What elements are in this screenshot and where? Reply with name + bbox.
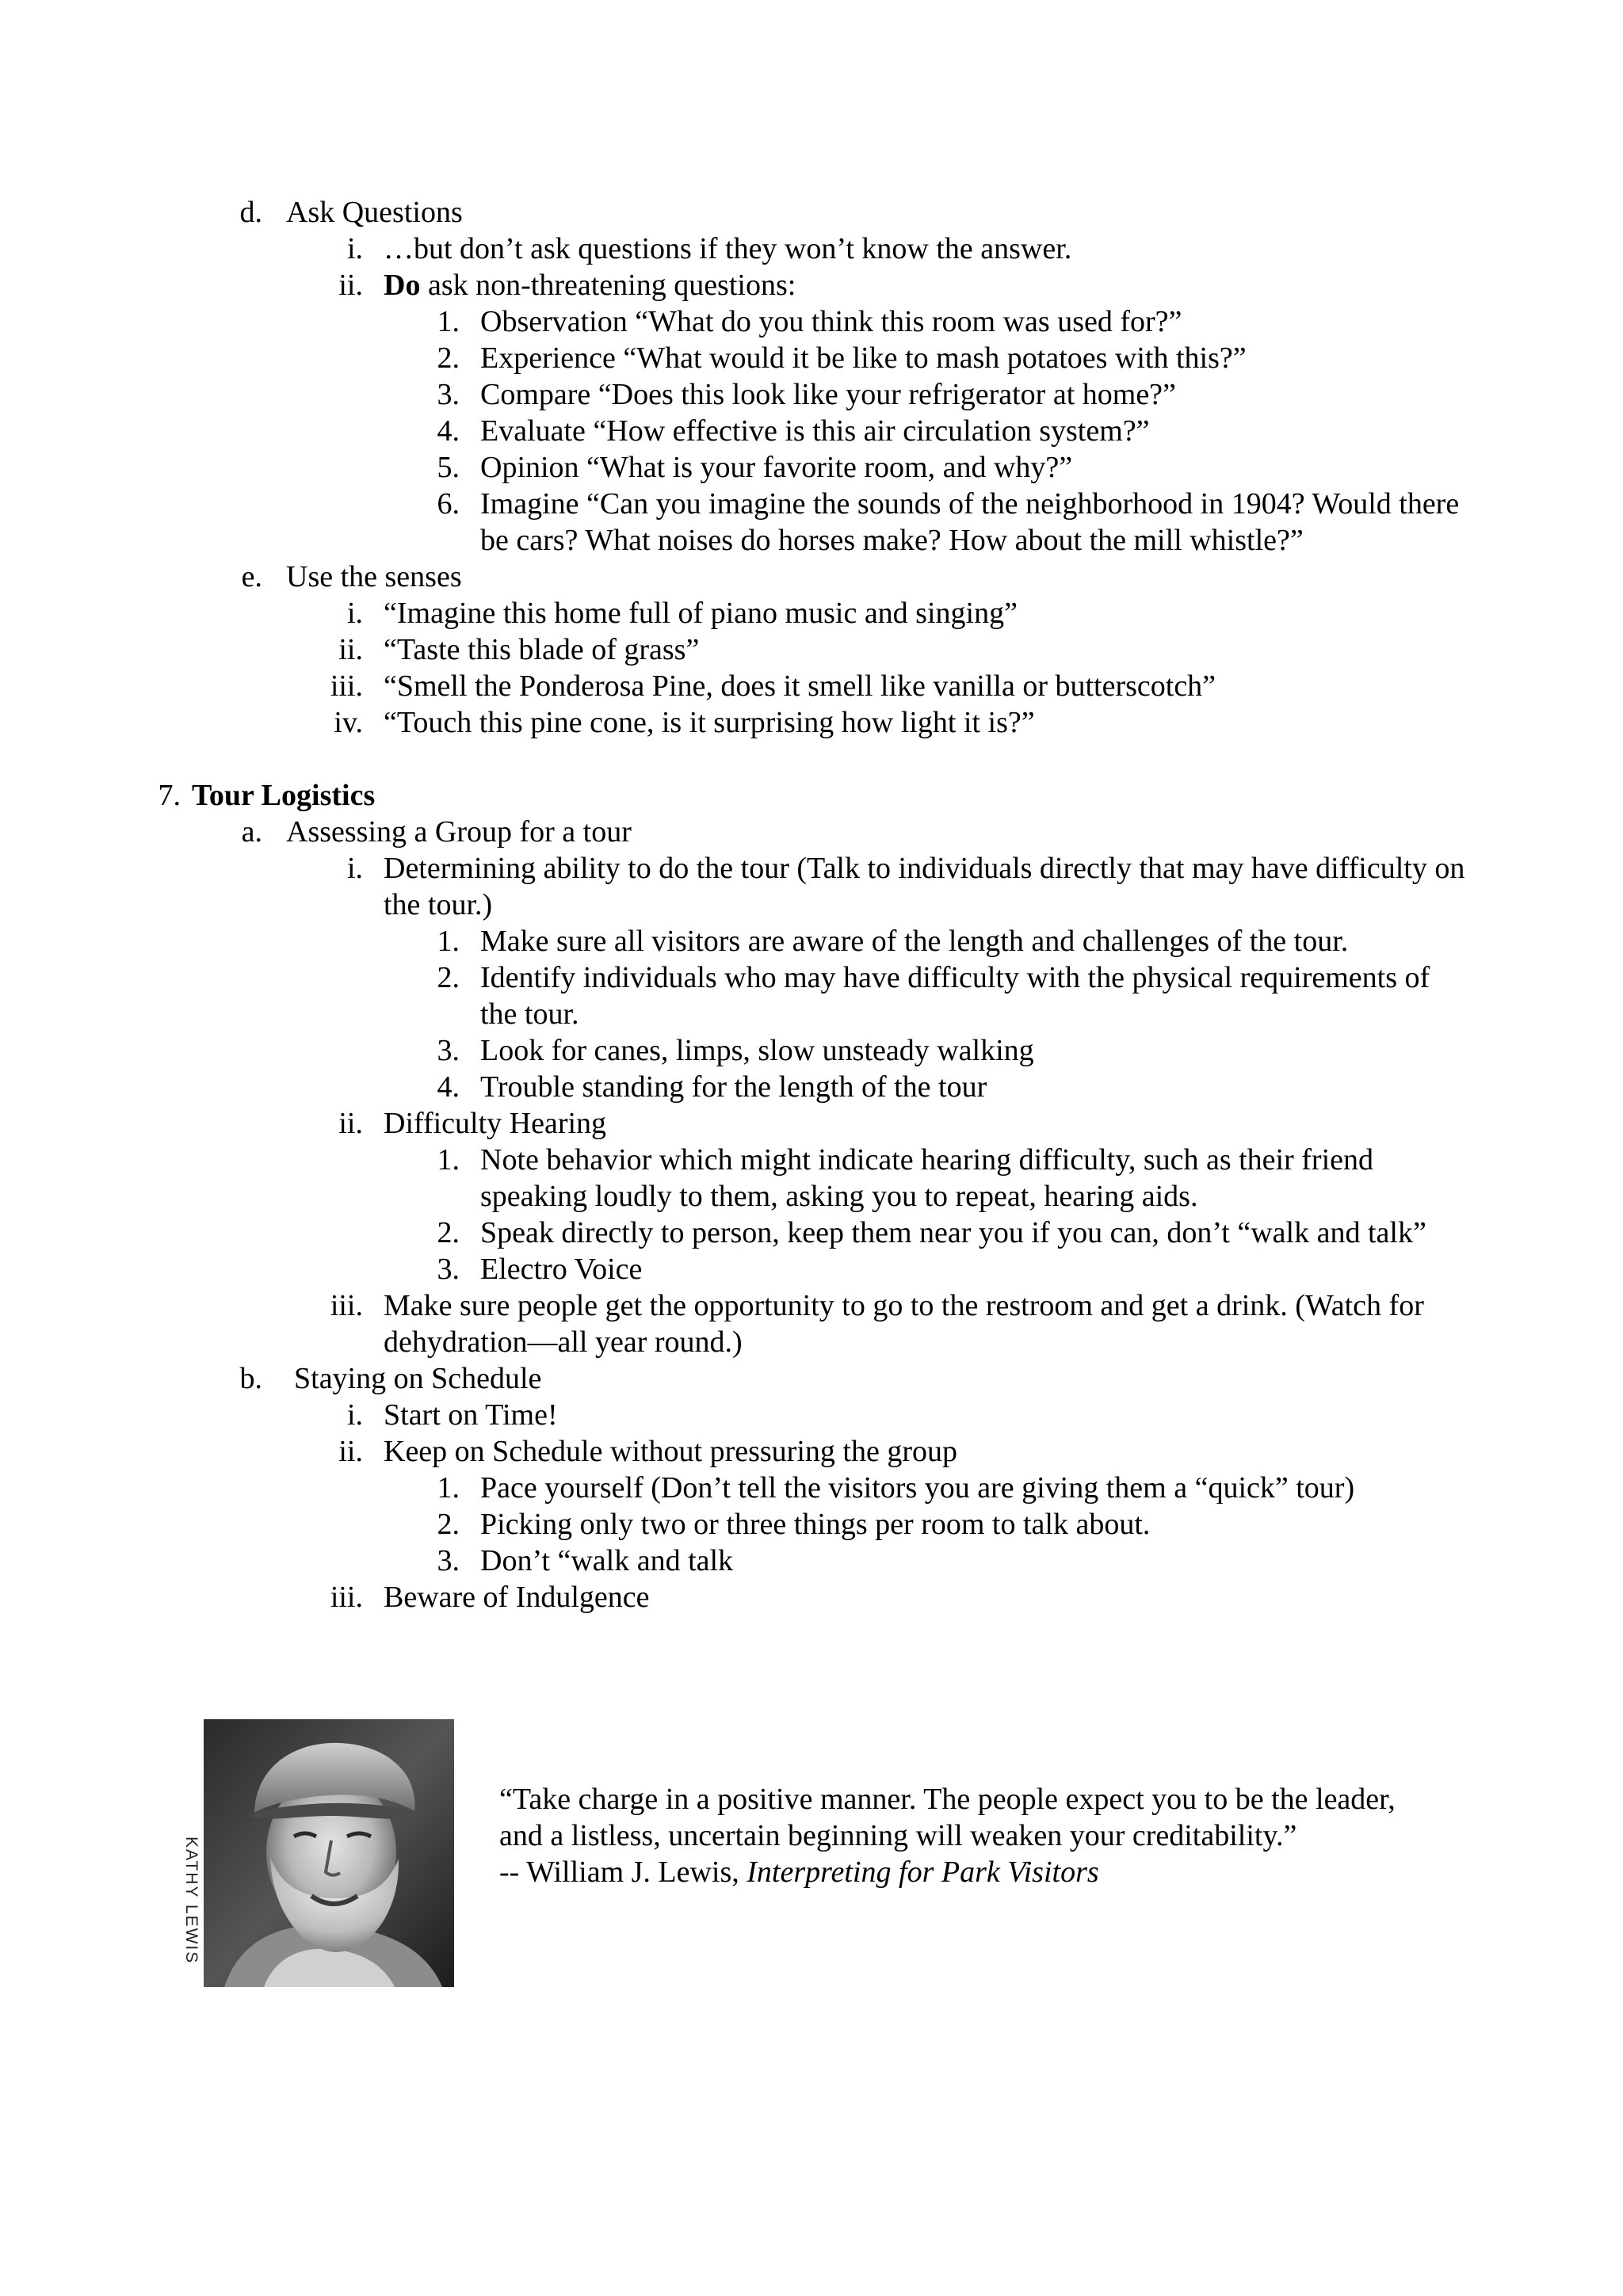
quote-text: “Take charge in a positive manner. The people expect you to be the leader, <box>499 1783 1396 1816</box>
question-item-continuation <box>0 522 1623 559</box>
list-item-b <box>0 1360 1623 1397</box>
list-item-a-iii <box>0 1287 1623 1324</box>
list-text: Difficulty Hearing <box>384 1107 607 1140</box>
senses-item <box>0 595 1623 631</box>
list-text: Don’t “walk and talk <box>480 1544 734 1577</box>
list-item-a-ii <box>0 1105 1623 1142</box>
list-item-d <box>0 194 1623 231</box>
list-item-e <box>0 559 1623 595</box>
list-item-d-ii <box>0 267 1623 303</box>
list-text: Evaluate “How effective is this air circulation system?” <box>480 414 1150 448</box>
list-marker: 1. <box>437 1143 460 1177</box>
list-marker: e. <box>241 560 262 593</box>
list-item-b-i <box>0 1397 1623 1433</box>
list-text: Beware of Indulgence <box>384 1581 650 1614</box>
list-item-a-i <box>0 850 1623 887</box>
list-marker: iii. <box>330 1289 363 1322</box>
section-heading <box>0 777 1623 814</box>
attribution-source: Interpreting for Park Visitors <box>747 1855 1099 1889</box>
schedule-item <box>0 1506 1623 1543</box>
question-item <box>0 486 1623 522</box>
list-marker: ii. <box>338 633 363 666</box>
question-item <box>0 376 1623 413</box>
list-text: Start on Time! <box>384 1398 558 1432</box>
list-text: Ask Questions <box>286 196 463 229</box>
list-marker: iv. <box>334 706 363 739</box>
list-text: …but don’t ask questions if they won’t know the answer. <box>384 232 1072 265</box>
list-marker: d. <box>239 196 262 229</box>
ability-item <box>0 1032 1623 1069</box>
list-text: the tour. <box>480 997 579 1031</box>
list-marker: 1. <box>437 305 460 338</box>
senses-item <box>0 704 1623 741</box>
list-marker: i. <box>346 232 363 265</box>
list-item-a <box>0 814 1623 850</box>
list-item-continuation <box>0 1324 1623 1360</box>
list-text: Speak directly to person, keep them near you if you can, don’t “walk and talk” <box>480 1216 1426 1249</box>
list-text: Make sure all visitors are aware of the length and challenges of the tour. <box>480 925 1349 958</box>
list-text: Determining ability to do the tour (Talk to individuals directly that may have difficulty on <box>384 852 1465 885</box>
list-text: Picking only two or three things per room to talk about. <box>480 1508 1151 1541</box>
hearing-item <box>0 1251 1623 1287</box>
list-marker: 2. <box>437 341 460 375</box>
list-text: Trouble standing for the length of the tour <box>480 1070 987 1104</box>
list-marker: 1. <box>437 925 460 958</box>
ability-item-continuation <box>0 996 1623 1032</box>
list-marker: iii. <box>330 669 363 703</box>
list-item-d-i <box>0 231 1623 267</box>
section-title: Tour Logistics <box>192 779 376 812</box>
schedule-item <box>0 1470 1623 1506</box>
photo-credit: KATHY LEWIS <box>182 1836 200 1965</box>
list-marker: 3. <box>437 1034 460 1067</box>
author-photo <box>169 1718 454 1990</box>
list-marker: 3. <box>437 1253 460 1286</box>
question-item <box>0 413 1623 449</box>
list-text: ask non-threatening questions: <box>420 269 796 302</box>
list-text: Make sure people get the opportunity to go to the restroom and get a drink. (Watch for <box>384 1289 1424 1322</box>
list-marker: iii. <box>330 1581 363 1614</box>
list-marker: 4. <box>437 414 460 448</box>
list-marker: ii. <box>338 1435 363 1468</box>
hearing-item <box>0 1215 1623 1251</box>
list-text: Electro Voice <box>480 1253 643 1286</box>
list-text: Observation “What do you think this room was used for?” <box>480 305 1182 338</box>
list-marker: ii. <box>338 269 363 302</box>
list-marker: 5. <box>437 451 460 484</box>
list-text: Imagine “Can you imagine the sounds of the neighborhood in 1904? Would there <box>480 487 1460 521</box>
list-marker: i. <box>346 852 363 885</box>
list-marker: 3. <box>437 1544 460 1577</box>
hearing-item-continuation <box>0 1178 1623 1215</box>
list-marker: a. <box>241 815 262 849</box>
question-item <box>0 303 1623 340</box>
senses-item <box>0 668 1623 704</box>
list-text: Use the senses <box>286 560 462 593</box>
quote-attribution <box>499 1854 1609 1890</box>
ability-item <box>0 923 1623 959</box>
quote-line <box>499 1817 1609 1854</box>
list-text: Staying on Schedule <box>294 1362 542 1395</box>
list-marker: 6. <box>437 487 460 521</box>
list-text: Look for canes, limps, slow unsteady walking <box>480 1034 1034 1067</box>
list-text: Pace yourself (Don’t tell the visitors you are giving them a “quick” tour) <box>480 1471 1355 1505</box>
list-marker: b. <box>239 1362 262 1395</box>
list-text: Note behavior which might indicate hearing difficulty, such as their friend <box>480 1143 1373 1177</box>
emphasis-text: Do <box>384 269 421 302</box>
list-marker: 1. <box>437 1471 460 1505</box>
list-item-b-ii <box>0 1433 1623 1470</box>
list-item-b-iii <box>0 1579 1623 1615</box>
list-text: Experience “What would it be like to mash potatoes with this?” <box>480 341 1247 375</box>
list-item-continuation <box>0 887 1623 923</box>
quote-text: and a listless, uncertain beginning will weaken your creditability.” <box>499 1819 1297 1852</box>
senses-item <box>0 631 1623 668</box>
list-marker: 2. <box>437 961 460 994</box>
list-marker: 7. <box>158 779 181 812</box>
list-text: Identify individuals who may have difficulty with the physical requirements of <box>480 961 1430 994</box>
list-text: Opinion “What is your favorite room, and why?” <box>480 451 1073 484</box>
question-item <box>0 340 1623 376</box>
list-marker: 4. <box>437 1070 460 1104</box>
list-marker: ii. <box>338 1107 363 1140</box>
list-text: “Imagine this home full of piano music and singing” <box>384 597 1018 630</box>
question-item <box>0 449 1623 486</box>
list-text: “Smell the Ponderosa Pine, does it smell like vanilla or butterscotch” <box>384 669 1216 703</box>
list-marker: i. <box>346 1398 363 1432</box>
list-text: Assessing a Group for a tour <box>286 815 632 849</box>
ability-item <box>0 959 1623 996</box>
hearing-item <box>0 1142 1623 1178</box>
attribution-author: -- William J. Lewis, <box>499 1855 747 1889</box>
list-text: Keep on Schedule without pressuring the group <box>384 1435 957 1468</box>
list-text: dehydration—all year round.) <box>384 1325 743 1359</box>
list-text: Compare “Does this look like your refrigerator at home?” <box>480 378 1176 411</box>
list-text: be cars? What noises do horses make? How about the mill whistle?” <box>480 524 1304 557</box>
ability-item <box>0 1069 1623 1105</box>
quote-line <box>499 1781 1609 1817</box>
schedule-item <box>0 1543 1623 1579</box>
list-marker: 3. <box>437 378 460 411</box>
list-text: the tour.) <box>384 888 493 921</box>
list-marker: i. <box>346 597 363 630</box>
list-text: speaking loudly to them, asking you to repeat, hearing aids. <box>480 1180 1198 1213</box>
list-marker: 2. <box>437 1508 460 1541</box>
list-marker: 2. <box>437 1216 460 1249</box>
list-text: “Taste this blade of grass” <box>384 633 700 666</box>
list-text: “Touch this pine cone, is it surprising how light it is?” <box>384 706 1035 739</box>
